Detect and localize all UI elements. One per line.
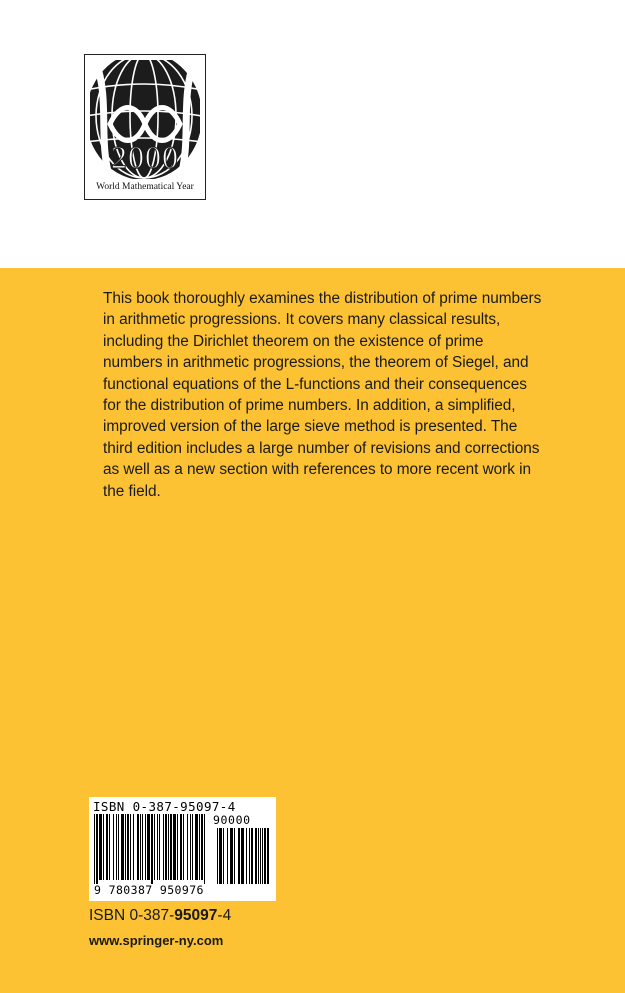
barcode-addon-bar xyxy=(219,828,222,884)
barcode-bar xyxy=(125,814,126,880)
barcode-addon-bar xyxy=(234,828,235,884)
barcode-bar xyxy=(195,814,198,880)
barcode-bar xyxy=(99,814,102,880)
barcode-addon-bar xyxy=(262,828,263,884)
barcode-bar xyxy=(109,814,110,880)
barcode-bar xyxy=(94,814,95,884)
barcode-bar xyxy=(140,814,141,880)
barcode-bar xyxy=(145,814,146,880)
barcode-addon-bar xyxy=(264,828,266,884)
barcode-bar xyxy=(180,814,182,880)
barcode-addon-bar xyxy=(227,828,228,884)
barcode-addon-bar xyxy=(249,828,250,884)
back-cover-blurb: This book thoroughly examines the distribution of prime numbers in arithmetic progressions. It covers many classical results, including the Dirichlet theorem on the existence of prime numbers in arithmetic progressions, the theorem of Siegel, and functional equations of the L-functions and their consequences for the distribution of prime numbers. In addition, a simplified, improved version of the large sieve method is presented. The third edition includes a large number of revisions and corrections as well as a new section with references to more recent work in the field. xyxy=(103,290,542,500)
barcode-addon-bar xyxy=(267,828,269,884)
barcode-bar xyxy=(165,814,167,880)
barcode-bar xyxy=(103,814,104,880)
barcode-bar xyxy=(154,814,155,880)
barcode-label xyxy=(89,797,276,901)
barcode-bar xyxy=(157,814,158,880)
logo-globe-infinity-icon xyxy=(90,60,200,179)
barcode-addon-bar xyxy=(258,828,259,884)
barcode-bar xyxy=(159,814,160,880)
isbn-suffix: -4 xyxy=(217,907,232,924)
barcode-bar xyxy=(121,814,124,880)
barcode-bar xyxy=(130,814,131,880)
isbn-prefix: ISBN 0-387- xyxy=(89,907,175,924)
barcode-bar xyxy=(106,814,108,880)
barcode-isbn-header: ISBN 0-387-95097-4 xyxy=(93,799,236,814)
barcode-addon-bar xyxy=(217,828,218,884)
barcode-bar xyxy=(183,814,184,880)
barcode-bar xyxy=(192,814,193,880)
barcode-bar xyxy=(137,814,139,880)
barcode-bar xyxy=(127,814,129,880)
barcode-addon-bar xyxy=(238,828,240,884)
barcode-bar xyxy=(170,814,172,880)
logo-year: 2000 xyxy=(111,139,179,175)
barcode-bar xyxy=(173,814,176,880)
barcode-bar xyxy=(187,814,188,880)
barcode-bar xyxy=(151,814,153,884)
logo-caption: World Mathematical Year xyxy=(96,182,194,192)
barcode-bar xyxy=(199,814,200,880)
barcode-bar xyxy=(118,814,119,880)
barcode-addon-bar xyxy=(260,828,261,884)
barcode-bar xyxy=(116,814,117,880)
barcode-bar xyxy=(113,814,114,880)
barcode-addon-digits: 90000 xyxy=(213,813,251,827)
barcode-bar xyxy=(204,814,205,884)
barcode-bar xyxy=(96,814,98,884)
barcode-bar xyxy=(168,814,169,880)
barcode-addon-bar xyxy=(251,828,253,884)
barcode-bar xyxy=(190,814,191,880)
isbn-line xyxy=(89,907,231,925)
barcode-bar xyxy=(201,814,203,880)
barcode-addon-bar xyxy=(230,828,233,884)
barcode-addon-bar xyxy=(241,828,244,884)
publisher-website: www.springer-ny.com xyxy=(89,933,224,948)
isbn-bold-part: 95097 xyxy=(174,907,218,924)
world-mathematical-year-logo xyxy=(84,54,206,200)
barcode-bar xyxy=(177,814,178,880)
barcode-bar xyxy=(133,814,134,880)
barcode-bar xyxy=(163,814,164,880)
barcode-bar xyxy=(147,814,150,880)
barcode-addon-bar xyxy=(223,828,224,884)
barcode-addon-bar xyxy=(246,828,247,884)
barcode-bar xyxy=(142,814,143,880)
barcode-ean-digits: 9 780387 950976 xyxy=(94,883,204,897)
barcode-addon-bar xyxy=(255,828,257,884)
